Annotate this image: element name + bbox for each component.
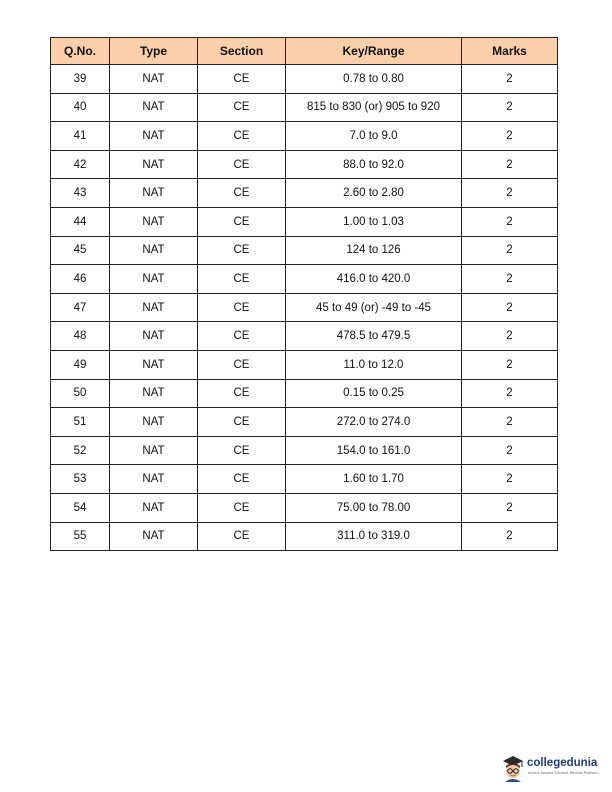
marks-cell: 2 <box>462 493 558 522</box>
marks-cell: 2 <box>462 322 558 351</box>
key-range-cell: 416.0 to 420.0 <box>286 265 462 294</box>
table-row <box>51 207 558 236</box>
qno-cell: 48 <box>51 322 110 351</box>
key-range-cell: 272.0 to 274.0 <box>286 408 462 437</box>
marks-cell: 2 <box>462 293 558 322</box>
type-cell: NAT <box>110 65 198 94</box>
qno-cell: 45 <box>51 236 110 265</box>
column-header-section: Section <box>198 38 286 65</box>
marks-cell: 2 <box>462 236 558 265</box>
key-range-cell: 0.15 to 0.25 <box>286 379 462 408</box>
student-mascot-icon <box>500 754 526 782</box>
section-cell: CE <box>198 65 286 94</box>
type-cell: NAT <box>110 350 198 379</box>
table-row <box>51 293 558 322</box>
table-body <box>51 65 558 551</box>
key-range-cell: 1.60 to 1.70 <box>286 465 462 494</box>
marks-cell: 2 <box>462 408 558 437</box>
table-row <box>51 350 558 379</box>
section-cell: CE <box>198 522 286 551</box>
qno-cell: 40 <box>51 93 110 122</box>
qno-cell: 41 <box>51 122 110 151</box>
table-row <box>51 65 558 94</box>
marks-cell: 2 <box>462 150 558 179</box>
section-cell: CE <box>198 408 286 437</box>
key-range-cell: 11.0 to 12.0 <box>286 350 462 379</box>
type-cell: NAT <box>110 322 198 351</box>
marks-cell: 2 <box>462 93 558 122</box>
section-cell: CE <box>198 207 286 236</box>
section-cell: CE <box>198 265 286 294</box>
collegedunia-logo <box>500 754 605 782</box>
marks-cell: 2 <box>462 122 558 151</box>
type-cell: NAT <box>110 379 198 408</box>
qno-cell: 49 <box>51 350 110 379</box>
key-range-cell: 478.5 to 479.5 <box>286 322 462 351</box>
key-range-cell: 2.60 to 2.80 <box>286 179 462 208</box>
qno-cell: 50 <box>51 379 110 408</box>
type-cell: NAT <box>110 265 198 294</box>
section-cell: CE <box>198 436 286 465</box>
logo-tagline: India's largest Student Review Platform <box>528 771 599 775</box>
table-row <box>51 408 558 437</box>
marks-cell: 2 <box>462 350 558 379</box>
table-row <box>51 522 558 551</box>
section-cell: CE <box>198 322 286 351</box>
type-cell: NAT <box>110 207 198 236</box>
qno-cell: 43 <box>51 179 110 208</box>
type-cell: NAT <box>110 493 198 522</box>
marks-cell: 2 <box>462 179 558 208</box>
type-cell: NAT <box>110 150 198 179</box>
marks-cell: 2 <box>462 379 558 408</box>
marks-cell: 2 <box>462 65 558 94</box>
type-cell: NAT <box>110 522 198 551</box>
key-range-cell: 124 to 126 <box>286 236 462 265</box>
table-row <box>51 322 558 351</box>
key-range-cell: 7.0 to 9.0 <box>286 122 462 151</box>
qno-cell: 47 <box>51 293 110 322</box>
table-row <box>51 379 558 408</box>
type-cell: NAT <box>110 122 198 151</box>
qno-cell: 54 <box>51 493 110 522</box>
marks-cell: 2 <box>462 436 558 465</box>
type-cell: NAT <box>110 293 198 322</box>
qno-cell: 42 <box>51 150 110 179</box>
key-range-cell: 311.0 to 319.0 <box>286 522 462 551</box>
type-cell: NAT <box>110 465 198 494</box>
section-cell: CE <box>198 236 286 265</box>
section-cell: CE <box>198 350 286 379</box>
qno-cell: 53 <box>51 465 110 494</box>
key-range-cell: 45 to 49 (or) -49 to -45 <box>286 293 462 322</box>
key-range-cell: 815 to 830 (or) 905 to 920 <box>286 93 462 122</box>
header-row <box>51 38 558 65</box>
section-cell: CE <box>198 379 286 408</box>
section-cell: CE <box>198 93 286 122</box>
type-cell: NAT <box>110 236 198 265</box>
type-cell: NAT <box>110 436 198 465</box>
table-row <box>51 493 558 522</box>
key-range-cell: 88.0 to 92.0 <box>286 150 462 179</box>
column-header-type: Type <box>110 38 198 65</box>
answer-key-table <box>50 37 558 551</box>
key-range-cell: 75.00 to 78.00 <box>286 493 462 522</box>
key-range-cell: 1.00 to 1.03 <box>286 207 462 236</box>
section-cell: CE <box>198 493 286 522</box>
table-row <box>51 150 558 179</box>
type-cell: NAT <box>110 179 198 208</box>
qno-cell: 39 <box>51 65 110 94</box>
table-row <box>51 122 558 151</box>
qno-cell: 52 <box>51 436 110 465</box>
table-row <box>51 93 558 122</box>
marks-cell: 2 <box>462 265 558 294</box>
section-cell: CE <box>198 122 286 151</box>
qno-cell: 44 <box>51 207 110 236</box>
logo-name: collegedunia <box>527 757 598 769</box>
marks-cell: 2 <box>462 522 558 551</box>
section-cell: CE <box>198 293 286 322</box>
qno-cell: 55 <box>51 522 110 551</box>
table-row <box>51 265 558 294</box>
marks-cell: 2 <box>462 465 558 494</box>
type-cell: NAT <box>110 93 198 122</box>
table-row <box>51 436 558 465</box>
column-header-marks: Marks <box>462 38 558 65</box>
section-cell: CE <box>198 150 286 179</box>
column-header-key-range: Key/Range <box>286 38 462 65</box>
table-row <box>51 465 558 494</box>
marks-cell: 2 <box>462 207 558 236</box>
section-cell: CE <box>198 465 286 494</box>
column-header-qno: Q.No. <box>51 38 110 65</box>
qno-cell: 46 <box>51 265 110 294</box>
table-header <box>51 38 558 65</box>
qno-cell: 51 <box>51 408 110 437</box>
key-range-cell: 0.78 to 0.80 <box>286 65 462 94</box>
table-row <box>51 179 558 208</box>
type-cell: NAT <box>110 408 198 437</box>
key-range-cell: 154.0 to 161.0 <box>286 436 462 465</box>
table-row <box>51 236 558 265</box>
section-cell: CE <box>198 179 286 208</box>
